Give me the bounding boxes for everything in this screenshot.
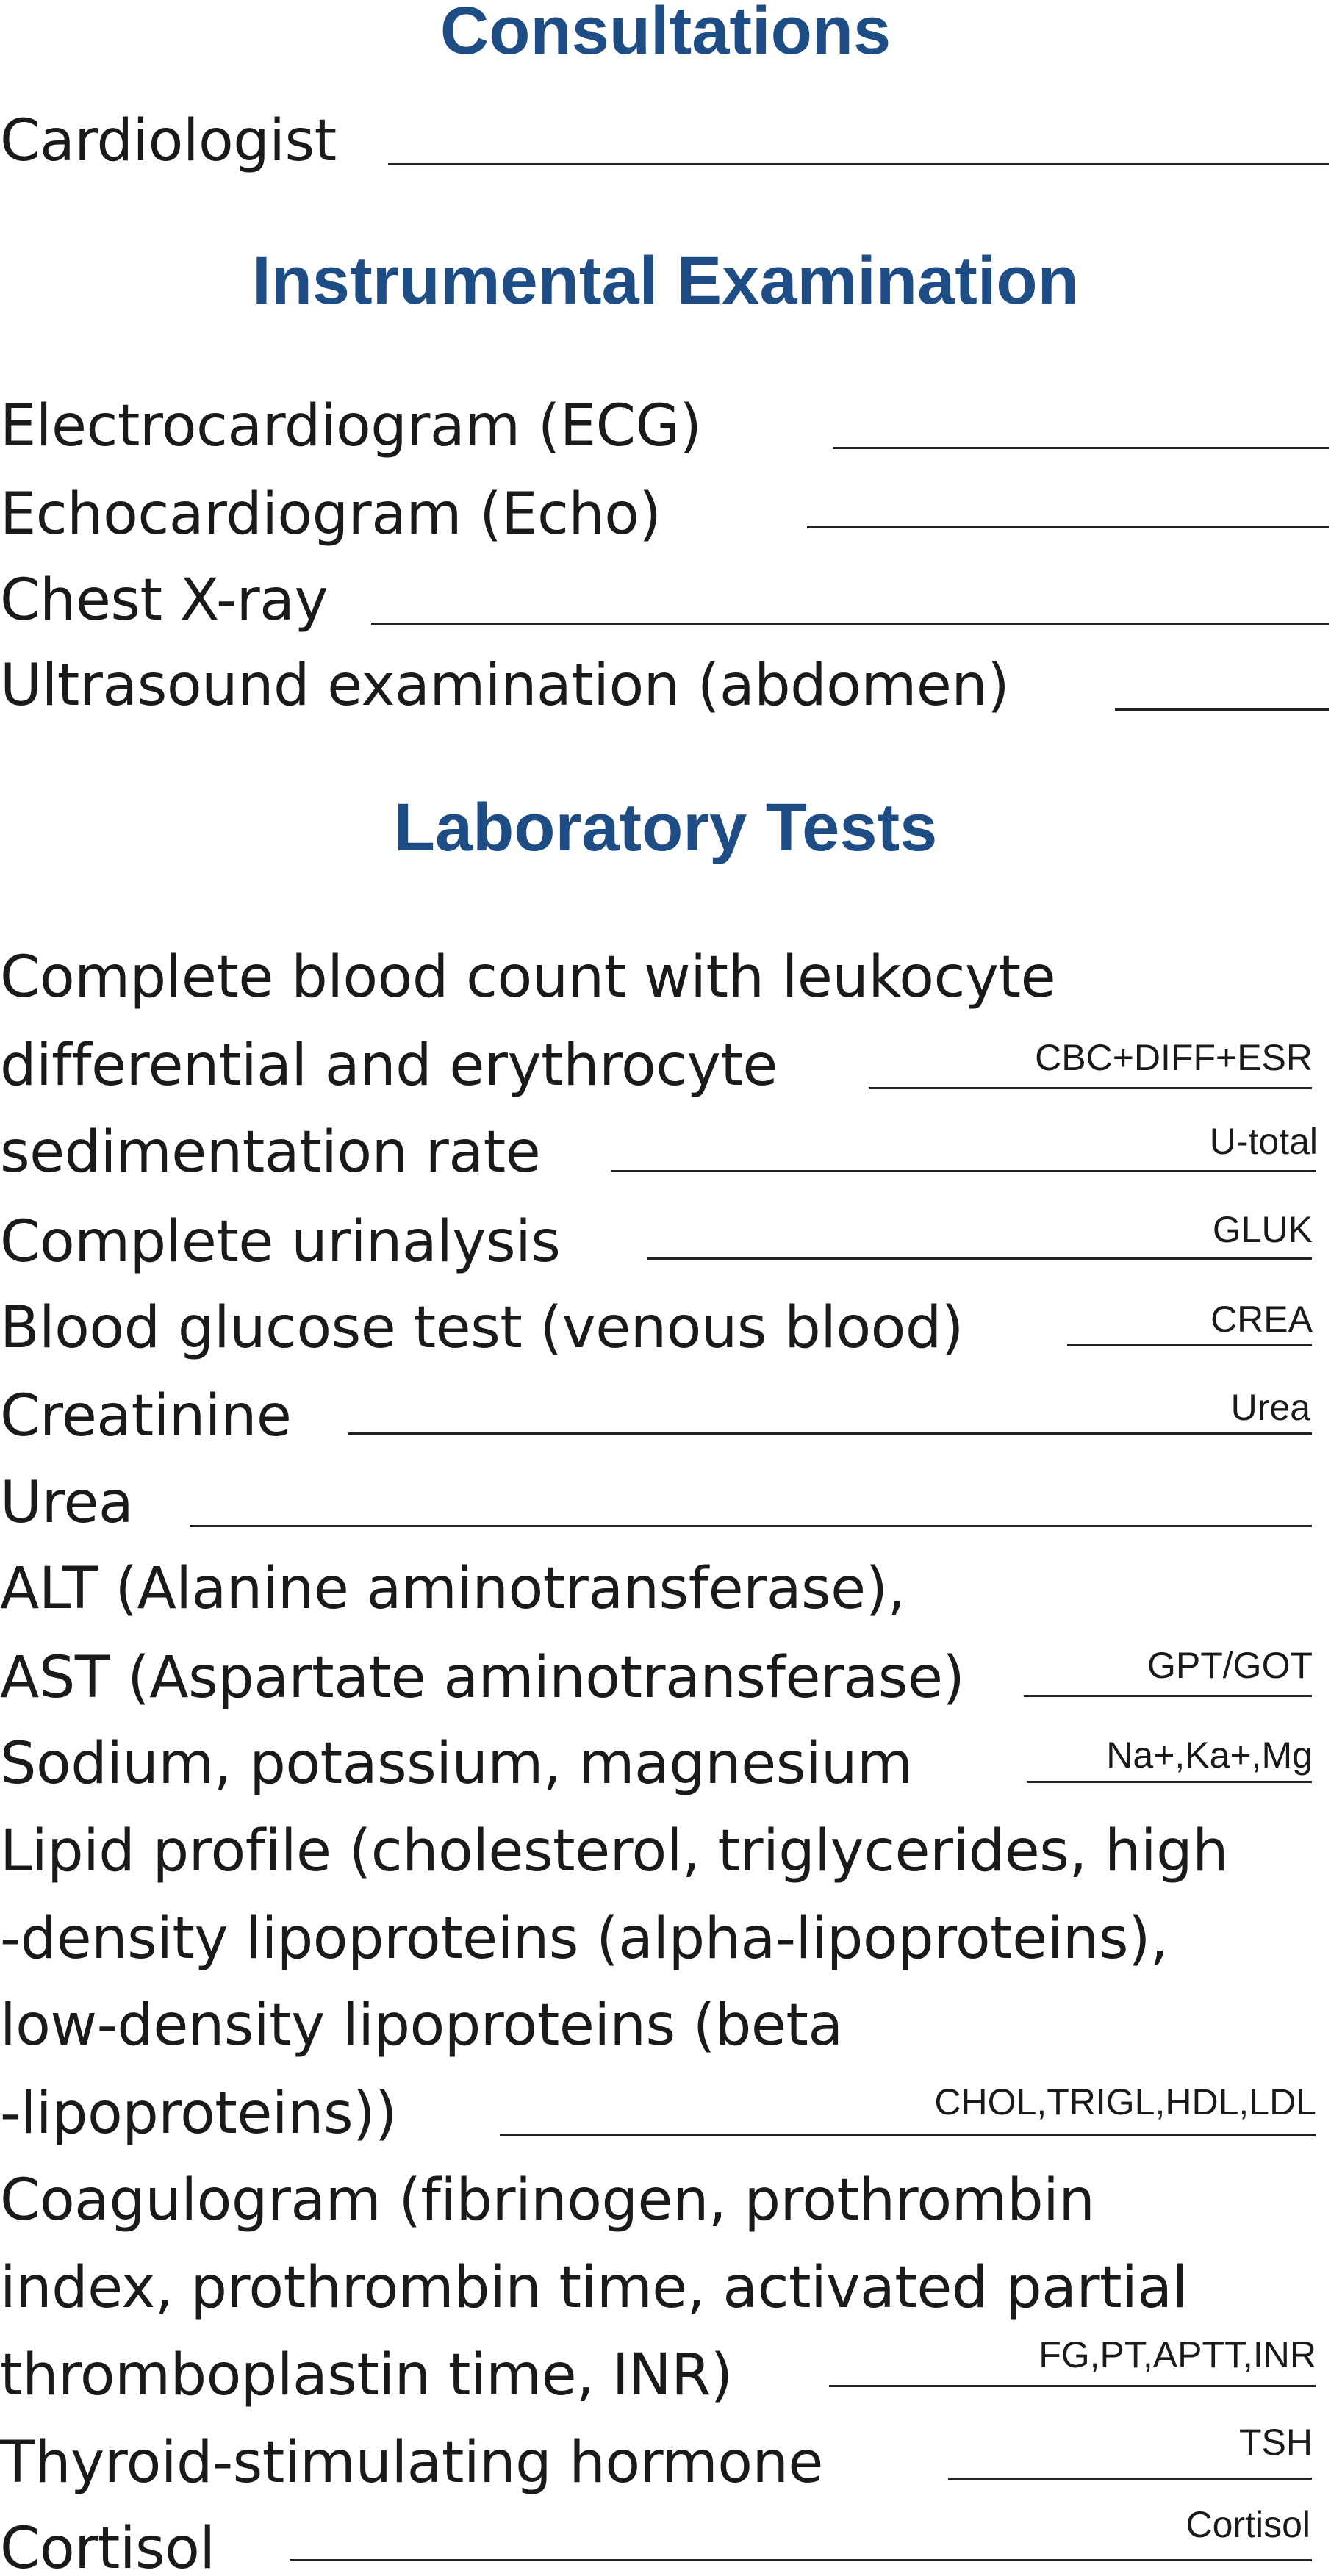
coag-label-line2: index, prothrombin time, activated partial xyxy=(0,2255,1188,2321)
cardiologist-entry-line[interactable] xyxy=(388,163,1329,165)
lipid-label-line4: -lipoproteins)) xyxy=(0,2081,397,2147)
echo-label: Echocardiogram (Echo) xyxy=(0,481,661,548)
urine-code: U-total xyxy=(1209,1121,1318,1162)
ultrasound-entry-line[interactable] xyxy=(1115,708,1329,711)
lipid-label-line1: Lipid profile (cholesterol, triglycerides, high xyxy=(0,1818,1229,1884)
urea-code: Urea xyxy=(1230,1387,1310,1428)
urea-entry-line[interactable] xyxy=(348,1432,1312,1435)
urea-label: Urea xyxy=(0,1470,134,1536)
cbc-label-line1: Complete blood count with leukocyte xyxy=(0,944,1056,1011)
xray-label: Chest X-ray xyxy=(0,567,329,634)
creatinine-label: Creatinine xyxy=(0,1383,292,1449)
tsh-code: TSH xyxy=(1239,2422,1313,2463)
coag-label-line3: thromboplastin time, INR) xyxy=(0,2342,733,2408)
glucose-label: Blood glucose test (venous blood) xyxy=(0,1295,964,1361)
cortisol-entry-line[interactable] xyxy=(290,2559,1312,2561)
lipid-label-line3: low-density lipoproteins (beta xyxy=(0,1992,843,2059)
glucose-entry-line[interactable] xyxy=(647,1257,1312,1260)
cbc-label-line2: differential and erythrocyte xyxy=(0,1033,778,1099)
urine-entry-line[interactable] xyxy=(611,1170,1316,1172)
electrolytes-entry-line[interactable] xyxy=(1027,1781,1312,1783)
ecg-label: Electrocardiogram (ECG) xyxy=(0,393,702,459)
coag-label-line1: Coagulogram (fibrinogen, prothrombin xyxy=(0,2167,1095,2234)
cbc-entry-line[interactable] xyxy=(869,1087,1312,1089)
instrumental-heading: Instrumental Examination xyxy=(252,243,1079,318)
ecg-entry-line[interactable] xyxy=(833,447,1329,449)
alt-label: ALT (Alanine aminotransferase), xyxy=(0,1556,905,1622)
liver-code: GPT/GOT xyxy=(1147,1645,1313,1686)
cbc-code: CBC+DIFF+ESR xyxy=(1035,1037,1313,1078)
lipids-entry-line[interactable] xyxy=(500,2134,1316,2136)
cortisol-label: Cortisol xyxy=(0,2516,215,2576)
xray-entry-line[interactable] xyxy=(371,623,1329,625)
cardiologist-label: Cardiologist xyxy=(0,108,337,174)
coag-entry-line[interactable] xyxy=(829,2385,1316,2387)
lipid-label-line2: -density lipoproteins (alpha-lipoproteins), xyxy=(0,1906,1169,1972)
lipids-code: CHOL,TRIGL,HDL,LDL xyxy=(934,2081,1316,2123)
coag-code: FG,PT,APTT,INR xyxy=(1038,2334,1316,2375)
tsh-entry-line[interactable] xyxy=(948,2478,1312,2480)
urinalysis-label: Complete urinalysis xyxy=(0,1209,561,1275)
ultrasound-label: Ultrasound examination (abdomen) xyxy=(0,653,1010,719)
creatinine-entry-line[interactable] xyxy=(1067,1344,1312,1346)
cortisol-code: Cortisol xyxy=(1185,2504,1310,2545)
consultations-heading: Consultations xyxy=(440,0,891,68)
liver-entry-line[interactable] xyxy=(1024,1695,1312,1697)
echo-entry-line[interactable] xyxy=(807,526,1329,528)
laboratory-heading: Laboratory Tests xyxy=(393,790,938,865)
cbc-label-line3: sedimentation rate xyxy=(0,1119,541,1185)
ast-label: AST (Aspartate aminotransferase) xyxy=(0,1645,965,1711)
electrolytes-label: Sodium, potassium, magnesium xyxy=(0,1731,913,1797)
creatinine-code: CREA xyxy=(1210,1299,1313,1340)
tsh-label: Thyroid-stimulating hormone xyxy=(0,2430,823,2496)
electrolytes-code: Na+,Ka+,Mg xyxy=(1106,1734,1313,1776)
glucose-code: GLUK xyxy=(1212,1209,1313,1250)
urea-label-entry-line[interactable] xyxy=(190,1525,1312,1527)
